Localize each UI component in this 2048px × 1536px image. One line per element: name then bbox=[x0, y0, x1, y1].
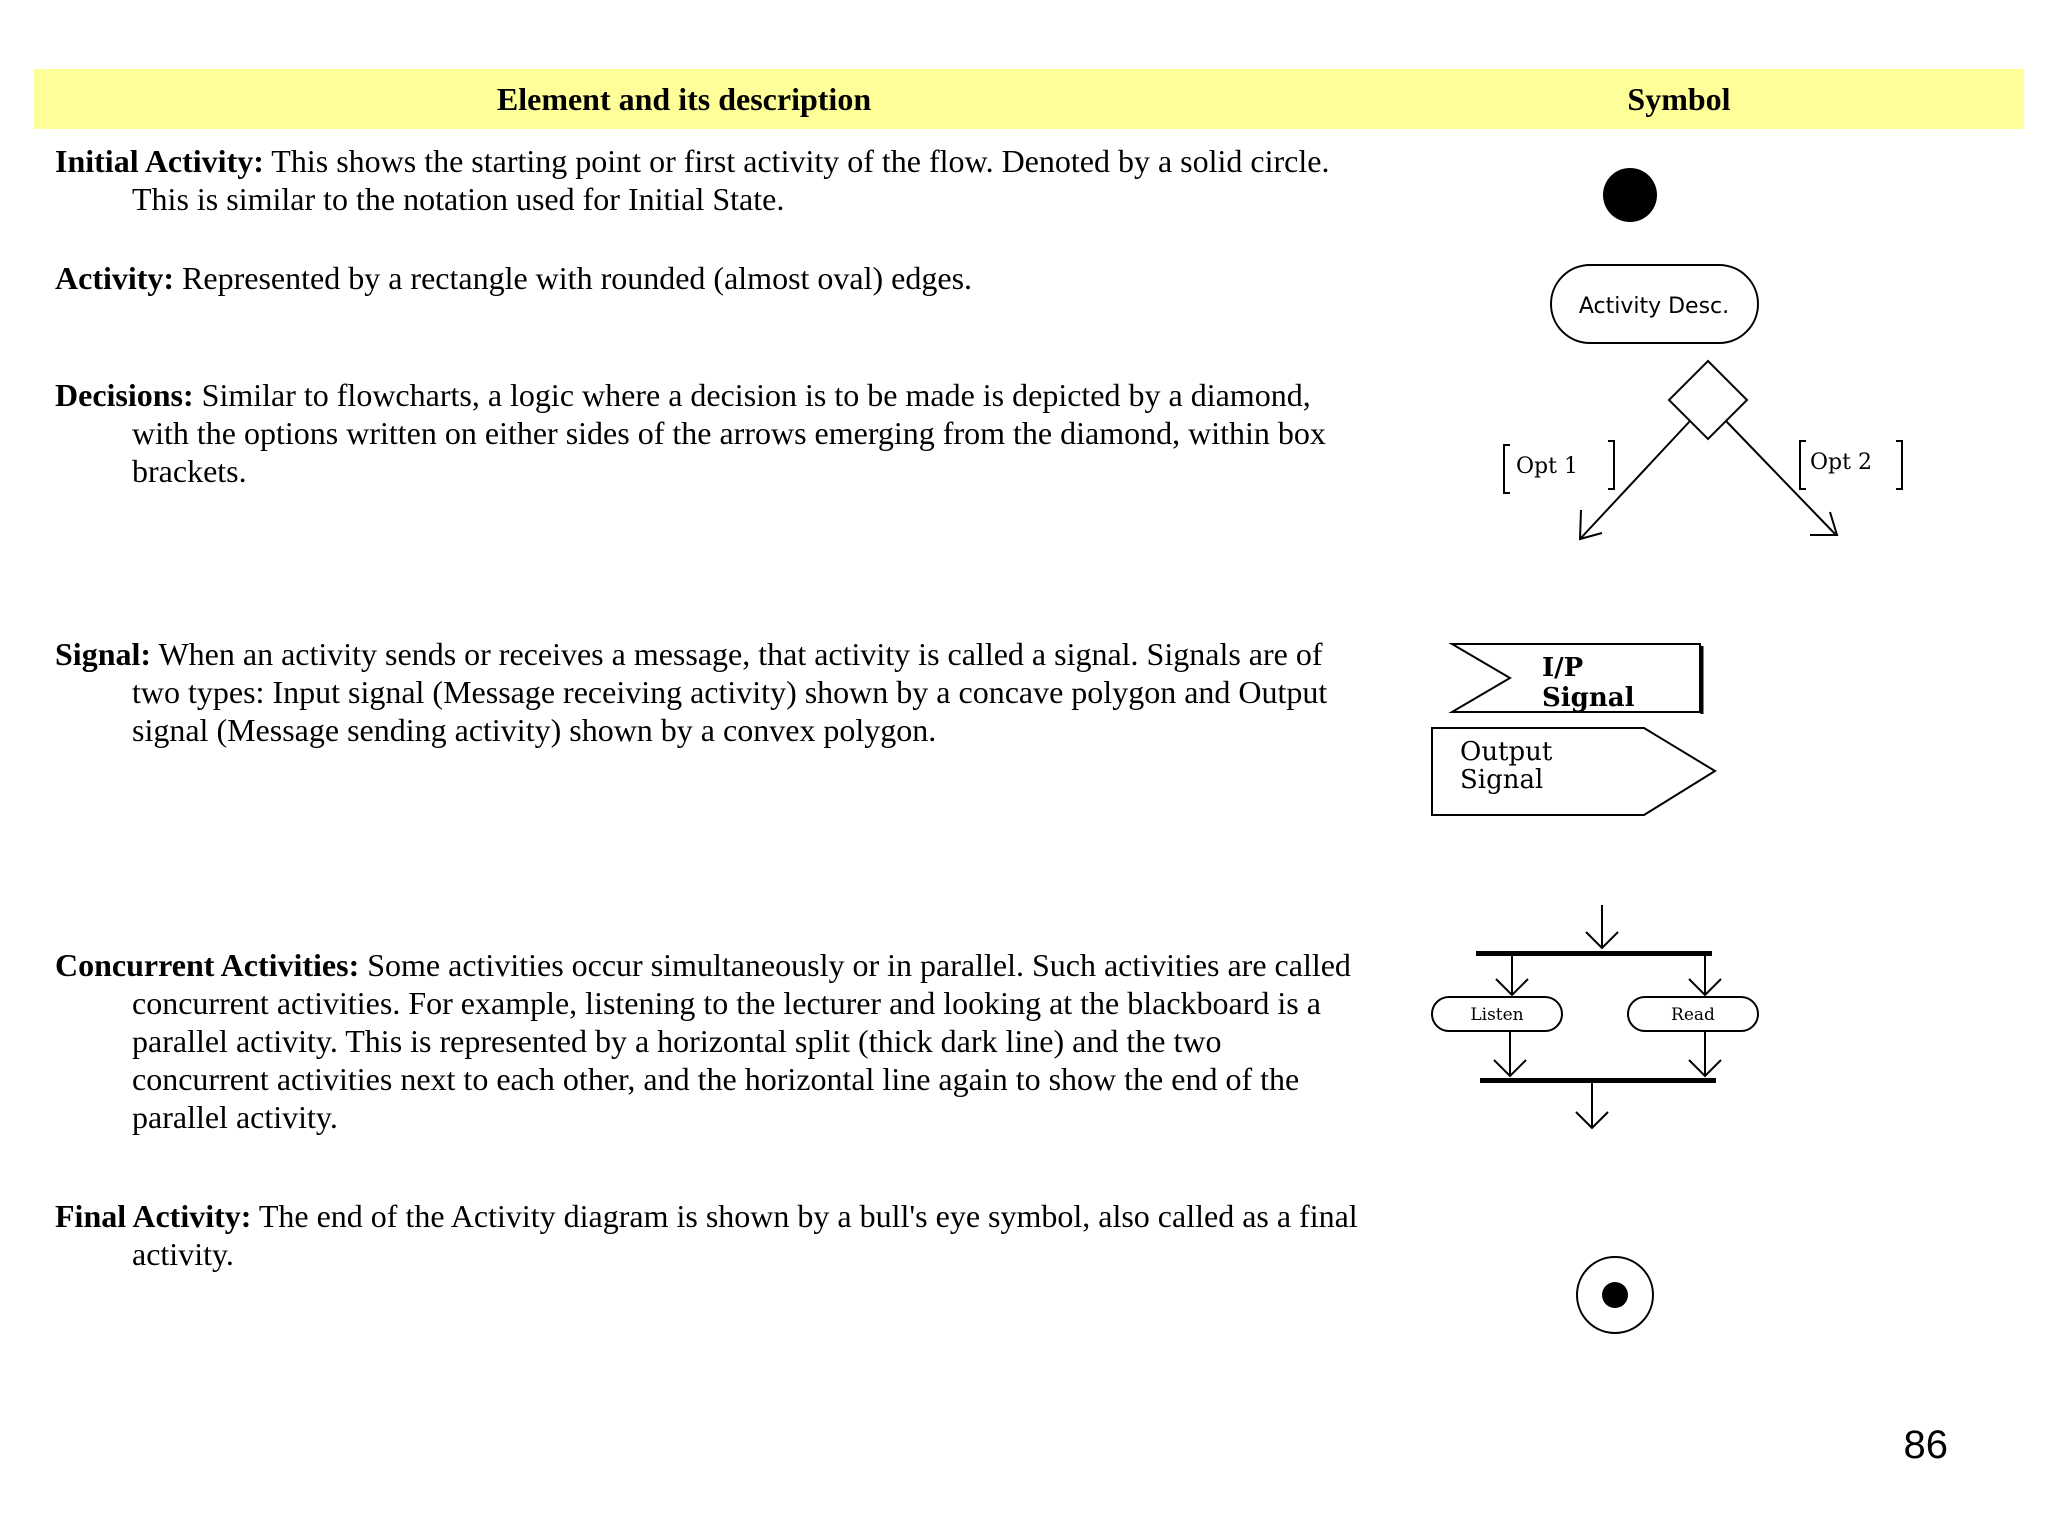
initial-activity-symbol bbox=[1600, 165, 1660, 225]
final-activity-symbol bbox=[1570, 1250, 1660, 1340]
entry-text: Similar to flowcharts, a logic where a decision is to be made is depicted by a diamond, with the options written on either sides of the arrows emerging from the diamond, within box brackets. bbox=[132, 377, 1326, 489]
input-signal-label-line2: Signal bbox=[1542, 683, 1635, 713]
entry-text: Represented by a rectangle with rounded (almost oval) edges. bbox=[174, 260, 973, 296]
entry-activity bbox=[55, 259, 1362, 297]
fork-bar bbox=[1476, 951, 1712, 956]
entry-signal bbox=[55, 635, 1362, 749]
entry-term: Activity: bbox=[55, 260, 175, 296]
decision-option-2: Opt 2 bbox=[1810, 450, 1872, 475]
decision-option-1: Opt 1 bbox=[1516, 454, 1578, 479]
entry-text: When an activity sends or receives a message, that activity is called a signal. Signals are of two types: Input signal (Message receiving activity) shown by a concave polygon and Output signal (Message sending activity) shown by a convex polygon. bbox=[132, 636, 1328, 748]
input-signal-label-line1: I/P bbox=[1542, 653, 1584, 683]
decision-symbol bbox=[1480, 355, 1910, 545]
join-bar bbox=[1480, 1078, 1716, 1083]
entry-term: Final Activity: bbox=[55, 1198, 252, 1234]
concurrent-activity-right: Read bbox=[1671, 1005, 1715, 1025]
table-header bbox=[34, 69, 2024, 129]
entry-concurrent-activities bbox=[55, 946, 1362, 1136]
entry-final-activity bbox=[55, 1197, 1362, 1273]
header-symbol-label: Symbol bbox=[1627, 81, 1731, 117]
header-element-label: Element and its description bbox=[496, 81, 872, 117]
entry-text: Some activities occur simultaneously or in parallel. Such activities are called concurrent activities. For example, listening to the lecturer and looking at the blackboard is a parallel activity. This is represented by a horizontal split (thick dark line) and the two concurrent activities next to each other, and the horizontal line again to show the end of the parallel activity. bbox=[132, 947, 1351, 1135]
entry-term: Signal: bbox=[55, 636, 152, 672]
entry-text: This shows the starting point or first activity of the flow. Denoted by a solid circle. This is similar to the notation used for Initial State. bbox=[132, 143, 1330, 217]
output-signal-label-line1: Output bbox=[1460, 737, 1553, 767]
activity-symbol-label: Activity Desc. bbox=[1578, 294, 1730, 319]
page-number: 86 bbox=[1903, 1423, 1948, 1467]
output-signal-label-line2: Signal bbox=[1460, 765, 1544, 795]
concurrent-activities-symbol bbox=[1420, 895, 1750, 1135]
entry-decisions bbox=[55, 376, 1362, 490]
activity-symbol bbox=[1548, 262, 1764, 348]
entry-text: The end of the Activity diagram is shown by a bull's eye symbol, also called as a final activity. bbox=[132, 1198, 1358, 1272]
signal-symbols bbox=[1420, 640, 1740, 820]
concurrent-activity-left: Listen bbox=[1470, 1005, 1524, 1025]
entry-term: Decisions: bbox=[55, 377, 194, 413]
input-signal-symbol bbox=[1452, 644, 1702, 714]
output-signal-symbol bbox=[1432, 728, 1715, 815]
entry-term: Initial Activity: bbox=[55, 143, 264, 179]
entry-term: Concurrent Activities: bbox=[55, 947, 360, 983]
entry-initial-activity bbox=[55, 142, 1362, 218]
